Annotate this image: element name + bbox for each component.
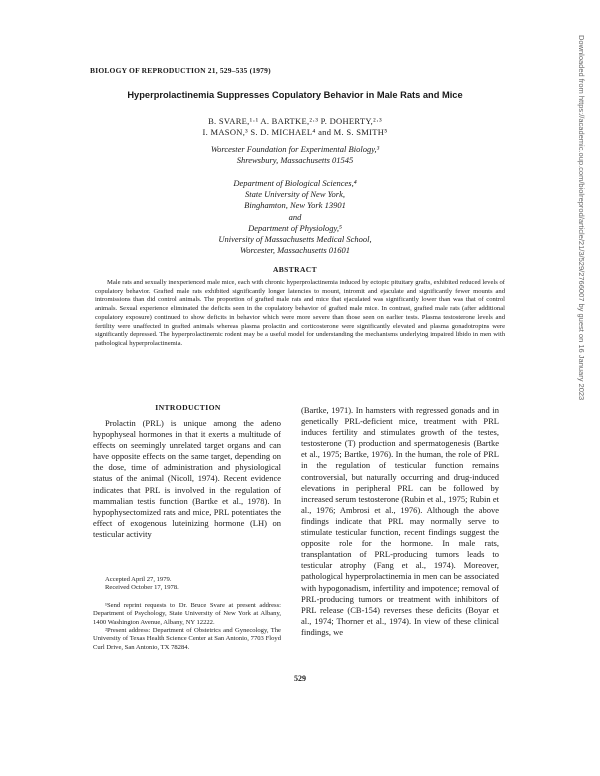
affiliation-block (70, 144, 520, 166)
download-watermark (577, 35, 592, 615)
abstract-text: Male rats and sexually inexperienced male mice, each with chronic hyperprolactinemia induced by ectopic pituitary grafts, exhibited reduced levels of copulatory behavior. Grafted male rats exhibited significantly longer latencies to mount, intromit and ejaculate and significantly fewer mounts and intromissions than did control animals. The proportion of grafted male rats and mice that ejaculated was significantly lower than was that of control animals. Sexual experience eliminated the deficits seen in the copulatory behavior of grafted male mice. In contrast, grafted male rats (after additional copulatory exposure) continued to show deficits in behavior which were more severe than those seen on earlier tests. Plasma testosterone levels and fertility were unaffected in grafted animals whereas plasma prolactin and corticosterone were significantly elevated and plasma gonadotropins were significantly depressed. The hyperprolactinemic rodent may be a useful model for understanding the mechanisms underlying impaired libido in men with pathological hyperprolactinemia. (95, 279, 505, 347)
page-number: 529 (294, 674, 306, 683)
footnote-1: ¹Send reprint requests to Dr. Bruce Svare at present address: Department of Psychology, State University of New York at Albany, 1400 Washington Avenue, Albany, NY 12222. (93, 602, 281, 626)
affiliation-block (70, 178, 520, 256)
affiliation-line: and (288, 211, 302, 222)
body-column-left: Prolactin (PRL) is unique among the adeno hypophyseal hormones in that it exerts a multitude of effects on seemingly unrelated target organs and can have opposite effects on the same target, depending on the dose, time of administration and physiological status of the animal (Nicoll, 1974). Recent evidence indicates that PRL is involved in the regulation of mammalian testis function (Bartke et al., 1978). In hypophysectomized rats and mice, PRL potentiates the effect of exogenous luteinizing hormone (LH) on testicular activity (93, 418, 281, 539)
affiliation-line: Shrewsbury, Massachusetts 01545 (236, 155, 354, 166)
affiliation-line: Department of Biological Sciences,⁴ (233, 178, 357, 188)
author-line: B. SVARE,¹·¹ A. BARTKE,²·³ P. DOHERTY,²·³ (208, 116, 382, 126)
affiliation-line: University of Massachusetts Medical School, (218, 234, 372, 245)
article-title: Hyperprolactinemia Suppresses Copulatory Behavior in Male Rats and Mice (127, 90, 463, 100)
author-line: I. MASON,³ S. D. MICHAEL⁴ and M. S. SMITH⁵ (202, 127, 388, 137)
download-watermark-text: Downloaded from https://academic.oup.com/biolreprod/article/21/3/529/2766007 by guest on 16 January 2023 (577, 35, 586, 401)
footnote-2: ²Present address: Department of Obstetrics and Gynecology, The University of Texas Health Science Center at San Antonio, 7703 Floyd Curl Drive, San Antonio, TX 78284. (93, 627, 281, 651)
affiliation-line: State University of New York, (244, 189, 346, 200)
footnote-dates (93, 576, 281, 593)
abstract-heading: ABSTRACT (272, 265, 318, 274)
body-column-right: (Bartke, 1971). In hamsters with regressed gonads and in genetically PRL-deficient mice, treatment with PRL induces fertility and stimulates growth of the testes, testosterone (T) production and spermatogenesis (Bartke et al., 1975; Bartke, 1976). In the human, the role of PRL in the regulation of testicular function remains controversial, but naturally occurring and drug-induced elevations in peripheral PRL can be followed by increased serum testosterone (Rubin et al., 1975; Rubin et al., 1976; Ambrosi et al., 1976). Although the above findings indicate that PRL may normally serve to stimulate testicular function, recent findings suggest the opposite role for the hormone. In male rats, transplantation of PRL-producing tumors leads to testicular atrophy (Fang et al., 1974). Moreover, pathological hyperprolactinemia in men can be associated with hypogonadism, infertility and impotence; removal of PRL-producing tumors or treatment with inhibitors of PRL release (CB-154) reverses these deficits (Boyar et al., 1974; Thorner et al., 1974). In view of these clinical findings, we (301, 405, 499, 637)
footnote-received: Received October 17, 1978. (105, 584, 179, 592)
introduction-heading: INTRODUCTION (155, 403, 221, 412)
author-list (70, 116, 520, 138)
affiliation-line: Department of Physiology,⁵ (248, 222, 342, 233)
journal-citation: BIOLOGY OF REPRODUCTION 21, 529–535 (1979) (90, 66, 271, 75)
footnote-accepted: Accepted April 27, 1979. (105, 576, 172, 583)
affiliation-line: Worcester Foundation for Experimental Biology,³ (210, 144, 380, 154)
affiliation-line: Worcester, Massachusetts 01601 (239, 245, 351, 256)
affiliation-line: Binghamton, New York 13901 (244, 200, 346, 211)
